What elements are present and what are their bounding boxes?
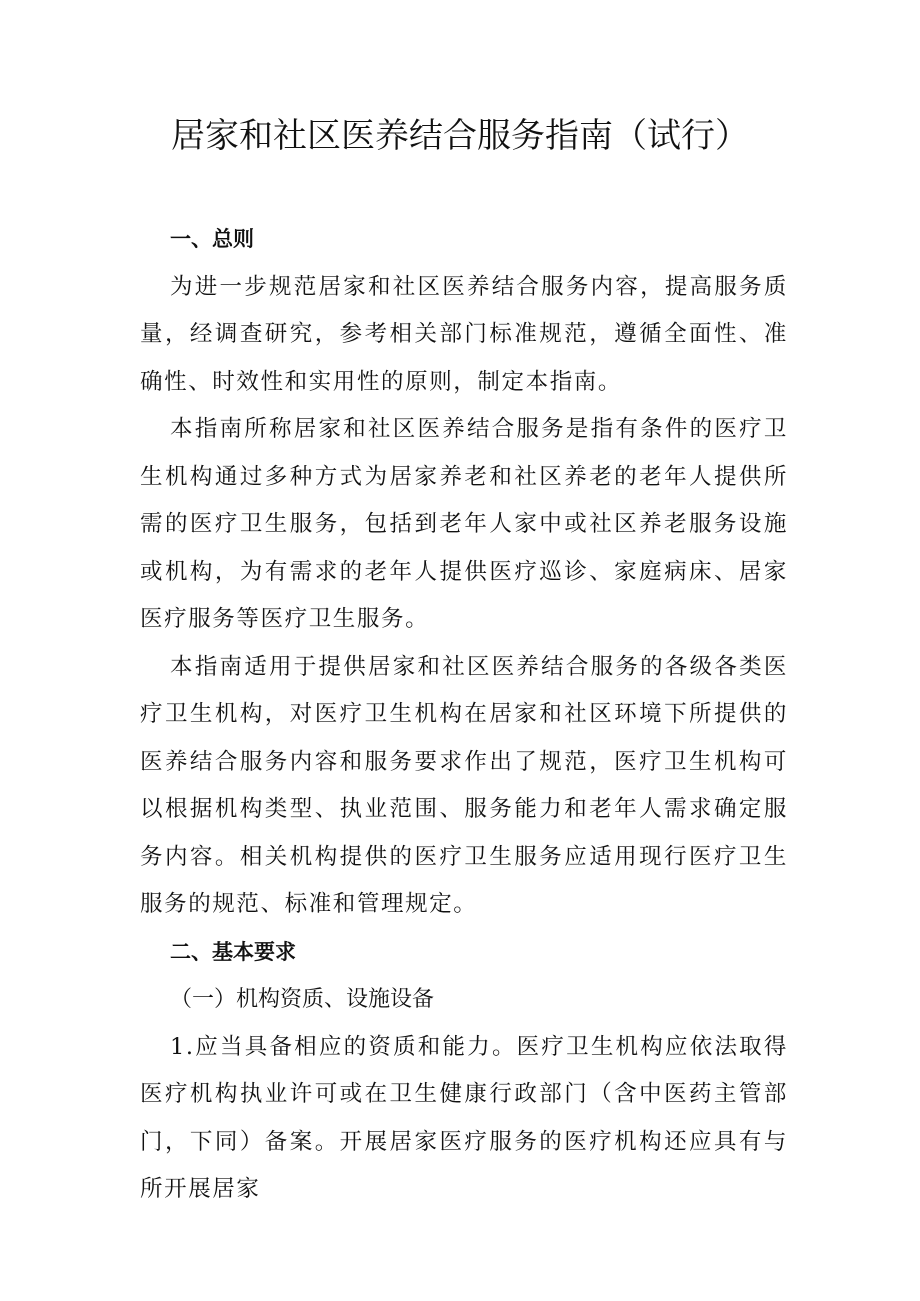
- paragraph-qualification-item-1: 1.应当具备相应的资质和能力。医疗卫生机构应依法取得医疗机构执业许可或在卫生健康行政部门（含中医药主管部门，下同）备案。开展居家医疗服务的医疗机构还应具有与所开展居家: [140, 1033, 788, 1202]
- paragraph-definition: 本指南所称居家和社区医养结合服务是指有条件的医疗卫生机构通过多种方式为居家养老和社区养老的老年人提供所需的医疗卫生服务，包括到老年人家中或社区养老服务设施或机构，为有需求的老年人提供医疗巡诊、家庭病床、居家医疗服务等医疗卫生服务。: [140, 416, 788, 632]
- section-heading-general: 一、总则: [170, 227, 254, 251]
- paragraph-purpose: 为进一步规范居家和社区医养结合服务内容，提高服务质量，经调查研究，参考相关部门标准规范，遵循全面性、准确性、时效性和实用性的原则，制定本指南。: [140, 273, 788, 395]
- document-title: 居家和社区医养结合服务指南（试行）: [171, 116, 749, 156]
- paragraph-scope: 本指南适用于提供居家和社区医养结合服务的各级各类医疗卫生机构，对医疗卫生机构在居家和社区环境下所提供的医养结合服务内容和服务要求作出了规范，医疗卫生机构可以根据机构类型、执业范围、服务能力和老年人需求确定服务内容。相关机构提供的医疗卫生服务应适用现行医疗卫生服务的规范、标准和管理规定。: [140, 653, 788, 917]
- section-heading-basic-requirements: 二、基本要求: [170, 939, 296, 964]
- subsection-heading-qualifications: （一）机构资质、设施设备: [170, 987, 435, 1012]
- document-body: [140, 216, 788, 1214]
